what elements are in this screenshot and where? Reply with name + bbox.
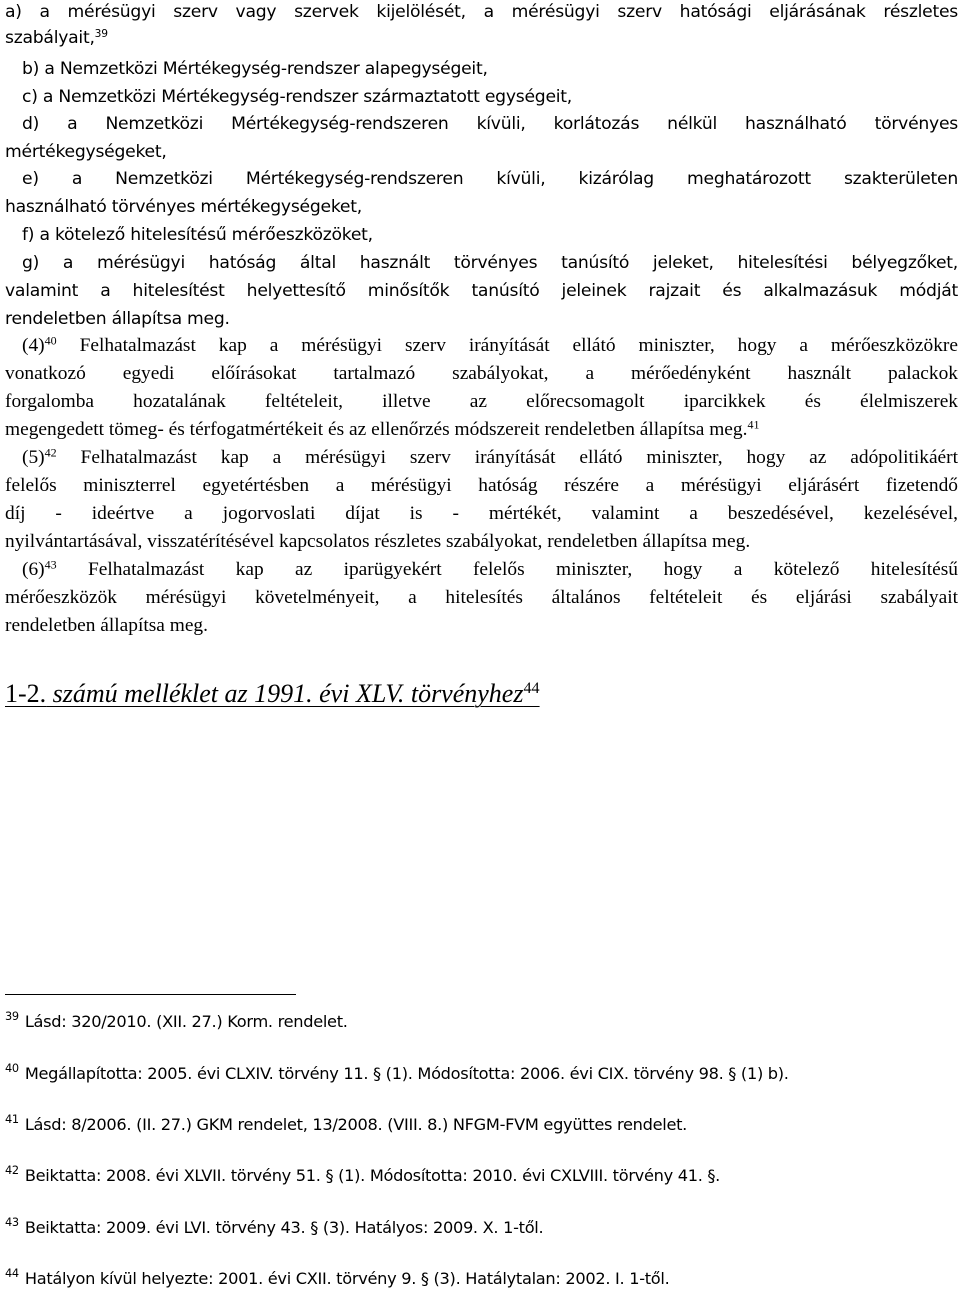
footnote-44: $^{44}$ Hatályon kívül helyezte: 2001. évi CXII. törvény 9. § (3). Hatálytalan: 2002. I. 1-től. bbox=[5, 1266, 670, 1288]
footnote-40: $^{40}$ Megállapította: 2005. évi CLXIV. törvény 11. § (1). Módosította: 2006. évi CIX. törvény 98. § (1) b). bbox=[5, 1061, 789, 1083]
footnote-39: $^{39}$ Lásd: 320/2010. (XII. 27.) Korm. rendelet. bbox=[5, 1009, 348, 1031]
paragraph-5-line-2: felelős miniszterrel egyetértésben a mérésügyi hatóság részére a mérésügyi eljárásért fizetendő bbox=[5, 475, 958, 496]
list-item-c: c) a Nemzetközi Mértékegység-rendszer származtatott egységeit, bbox=[22, 87, 572, 107]
list-item-g-line-3: rendeletben állapítsa meg. bbox=[5, 309, 230, 329]
list-item-e-line-1: e) a Nemzetközi Mértékegység-rendszeren kívüli, kizárólag meghatározott szakterületen bbox=[22, 169, 958, 189]
paragraph-5-line-3: díj - ideértve a jogorvoslati díjat is - mértékét, valamint a beszedésével, kezelésével, bbox=[5, 503, 958, 524]
list-item-a-line-2: szabályait,$^{39}$ bbox=[5, 27, 108, 48]
paragraph-5-line-1: $(5)^{42}$ Felhatalmazást kap a mérésügyi szerv irányítását ellátó miniszter, hogy az adópolitikáért bbox=[22, 445, 958, 468]
footnote-marker-43[interactable]: 43 bbox=[44, 557, 57, 572]
list-item-d-line-2: mértékegységeket, bbox=[5, 142, 167, 162]
paragraph-4-line-4: megengedett tömeg- és térfogatmértékeit és az ellenőrzés módszereit rendeletben állapítsa meg.$^{41}$ bbox=[5, 417, 760, 440]
paragraph-6-line-3: rendeletben állapítsa meg. bbox=[5, 615, 208, 636]
footnote-marker-42[interactable]: 42 bbox=[44, 445, 57, 460]
list-item-g-line-2: valamint a hitelesítést helyettesítő minősítők tanúsító jeleinek rajzait és alkalmazásuk módját bbox=[5, 281, 958, 301]
footnote-marker-39[interactable]: 39 bbox=[94, 27, 108, 41]
footnote-42: $^{42}$ Beiktatta: 2008. évi XLVII. törvény 51. § (1). Módosította: 2010. évi CXLVIII. törvény 41. §. bbox=[5, 1163, 721, 1185]
list-item-a-line-1: a) a mérésügyi szerv vagy szervek kijelölését, a mérésügyi szerv hatósági eljárásának részletes bbox=[5, 2, 958, 22]
footnote-marker-44[interactable]: 44 bbox=[523, 680, 540, 698]
paragraph-5-line-4: nyilvántartásával, visszatérítésével kapcsolatos részletes szabályokat, rendeletben állapítsa meg. bbox=[5, 531, 751, 552]
paragraph-6-line-2: mérőeszközök mérésügyi követelményeit, a hitelesítés általános feltételeit és eljárási szabályait bbox=[5, 587, 958, 608]
list-item-e-line-2: használható törvényes mértékegységeket, bbox=[5, 197, 362, 217]
list-item-g-line-1: g) a mérésügyi hatóság által használt törvényes tanúsító jeleket, hitelesítési bélyegzőket, bbox=[22, 253, 958, 273]
annex-heading: 1-2. számú melléklet az 1991. évi XLV. törvényhez$^{44}$ bbox=[5, 679, 540, 708]
paragraph-6-line-1: $(6)^{43}$ Felhatalmazást kap az iparügyekért felelős miniszter, hogy a kötelező hitelesítésű bbox=[22, 557, 958, 580]
footnote-separator bbox=[5, 994, 296, 995]
footnote-marker-40[interactable]: 40 bbox=[44, 333, 57, 348]
list-item-b: b) a Nemzetközi Mértékegység-rendszer alapegységeit, bbox=[22, 59, 488, 79]
paragraph-4-line-3: forgalomba hozatalának feltételeit, illetve az előrecsomagolt iparcikkek és élelmiszerek bbox=[5, 391, 958, 412]
list-item-f: f) a kötelező hitelesítésű mérőeszközöket, bbox=[22, 225, 373, 245]
list-item-d-line-1: d) a Nemzetközi Mértékegység-rendszeren kívüli, korlátozás nélkül használható törvényes bbox=[22, 114, 958, 134]
paragraph-4-line-1: $(4)^{40}$ Felhatalmazást kap a mérésügyi szerv irányítását ellátó miniszter, hogy a mérőeszközökre bbox=[22, 333, 958, 356]
footnote-41: $^{41}$ Lásd: 8/2006. (II. 27.) GKM rendelet, 13/2008. (VIII. 8.) NFGM-FVM együttes rendelet. bbox=[5, 1112, 688, 1134]
paragraph-4-line-2: vonatkozó egyedi előírásokat tartalmazó szabályokat, a mérőedényként használt palackok bbox=[5, 363, 958, 384]
footnote-43: $^{43}$ Beiktatta: 2009. évi LVI. törvény 43. § (3). Hatályos: 2009. X. 1-től. bbox=[5, 1215, 544, 1237]
footnote-marker-41[interactable]: 41 bbox=[747, 417, 760, 432]
